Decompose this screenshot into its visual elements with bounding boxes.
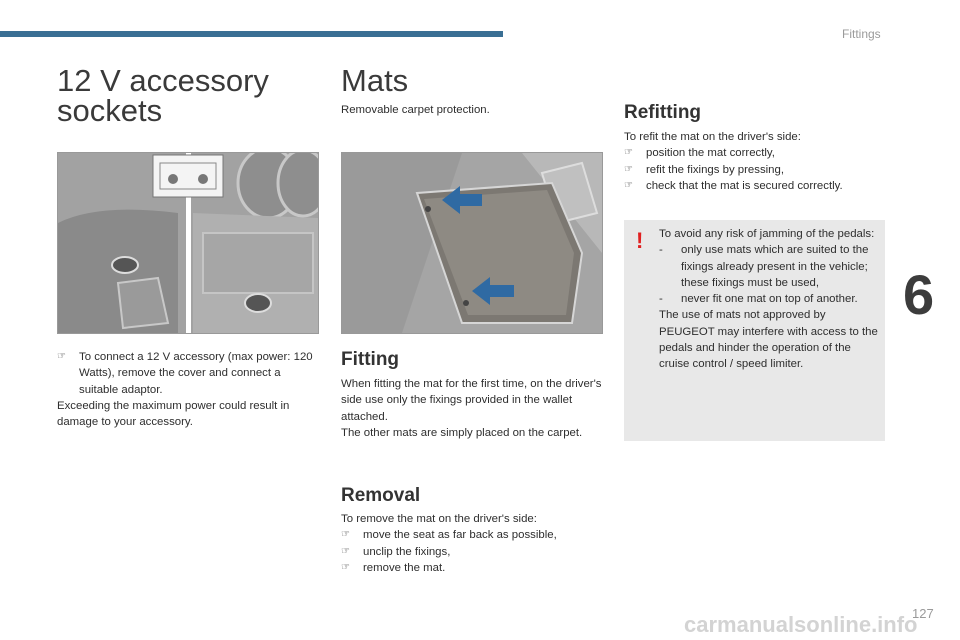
section-label: Fittings [842,27,881,41]
warning-intro: To avoid any risk of jamming of the pedals: [659,228,875,240]
mats-intro: Removable carpet protection. [341,104,490,116]
warning-note: The use of mats not approved by PEUGEOT may interfere with access to the pedals and hinder the operation of the cruise control / speed limiter. [659,309,878,371]
pointing-finger-icon: ☞ [624,163,633,175]
removal-step: ☞ unclip the fixings, [341,544,603,560]
removal-step: ☞ move the seat as far back as possible, [341,527,603,543]
pointing-finger-icon: ☞ [341,561,350,573]
mat-illustration [341,152,603,334]
warning-text [659,226,881,373]
watermark: carmanualsonline.info [684,612,918,637]
refitting-step: ☞ refit the fixings by pressing, [624,162,886,178]
removal-step: ☞ remove the mat. [341,560,603,576]
fitting-line: The other mats are simply placed on the carpet. [341,426,583,439]
warning-item: - never fit one mat on top of another. [659,293,858,306]
fitting-heading: Fitting [341,349,400,370]
chapter-number: 6 [903,263,935,326]
warning-box [624,220,885,441]
sockets-illustration [57,152,319,334]
removal-intro: To remove the mat on the driver's side: [341,513,537,525]
removal-heading: Removal [341,485,421,506]
refitting-text [624,129,886,194]
refitting-heading: Refitting [624,102,702,123]
sockets-bullet: ☞ To connect a 12 V accessory (max power: 120 Watts), remove the cover and connect a suitable adaptor. [57,349,315,398]
pointing-finger-icon: ☞ [57,351,66,362]
fitting-text [341,376,603,441]
refitting-intro: To refit the mat on the driver's side: [624,131,801,143]
fitting-line: When fitting the mat for the first time, on the driver's side use only the fixings provided in the wallet attached. [341,378,602,423]
pointing-finger-icon: ☞ [341,545,350,557]
sockets-text [57,349,315,430]
pointing-finger-icon: ☞ [341,529,350,541]
removal-text [341,511,603,576]
sockets-title: 12 V accessory sockets [57,63,269,128]
exclamation-icon: ! [636,228,644,253]
refitting-step: ☞ position the mat correctly, [624,145,886,161]
refitting-step: ☞ check that the mat is secured correctly. [624,178,886,194]
page-number: 127 [912,606,934,621]
sockets-note: Exceeding the maximum power could result in damage to your accessory. [57,399,290,429]
header-bar [0,31,503,37]
pointing-finger-icon: ☞ [624,179,633,191]
pointing-finger-icon: ☞ [624,147,633,159]
warning-item: - only use mats which are suited to the fixings already present in the vehicle; these fixings must be used, [659,244,869,289]
mats-title: Mats [341,63,409,98]
